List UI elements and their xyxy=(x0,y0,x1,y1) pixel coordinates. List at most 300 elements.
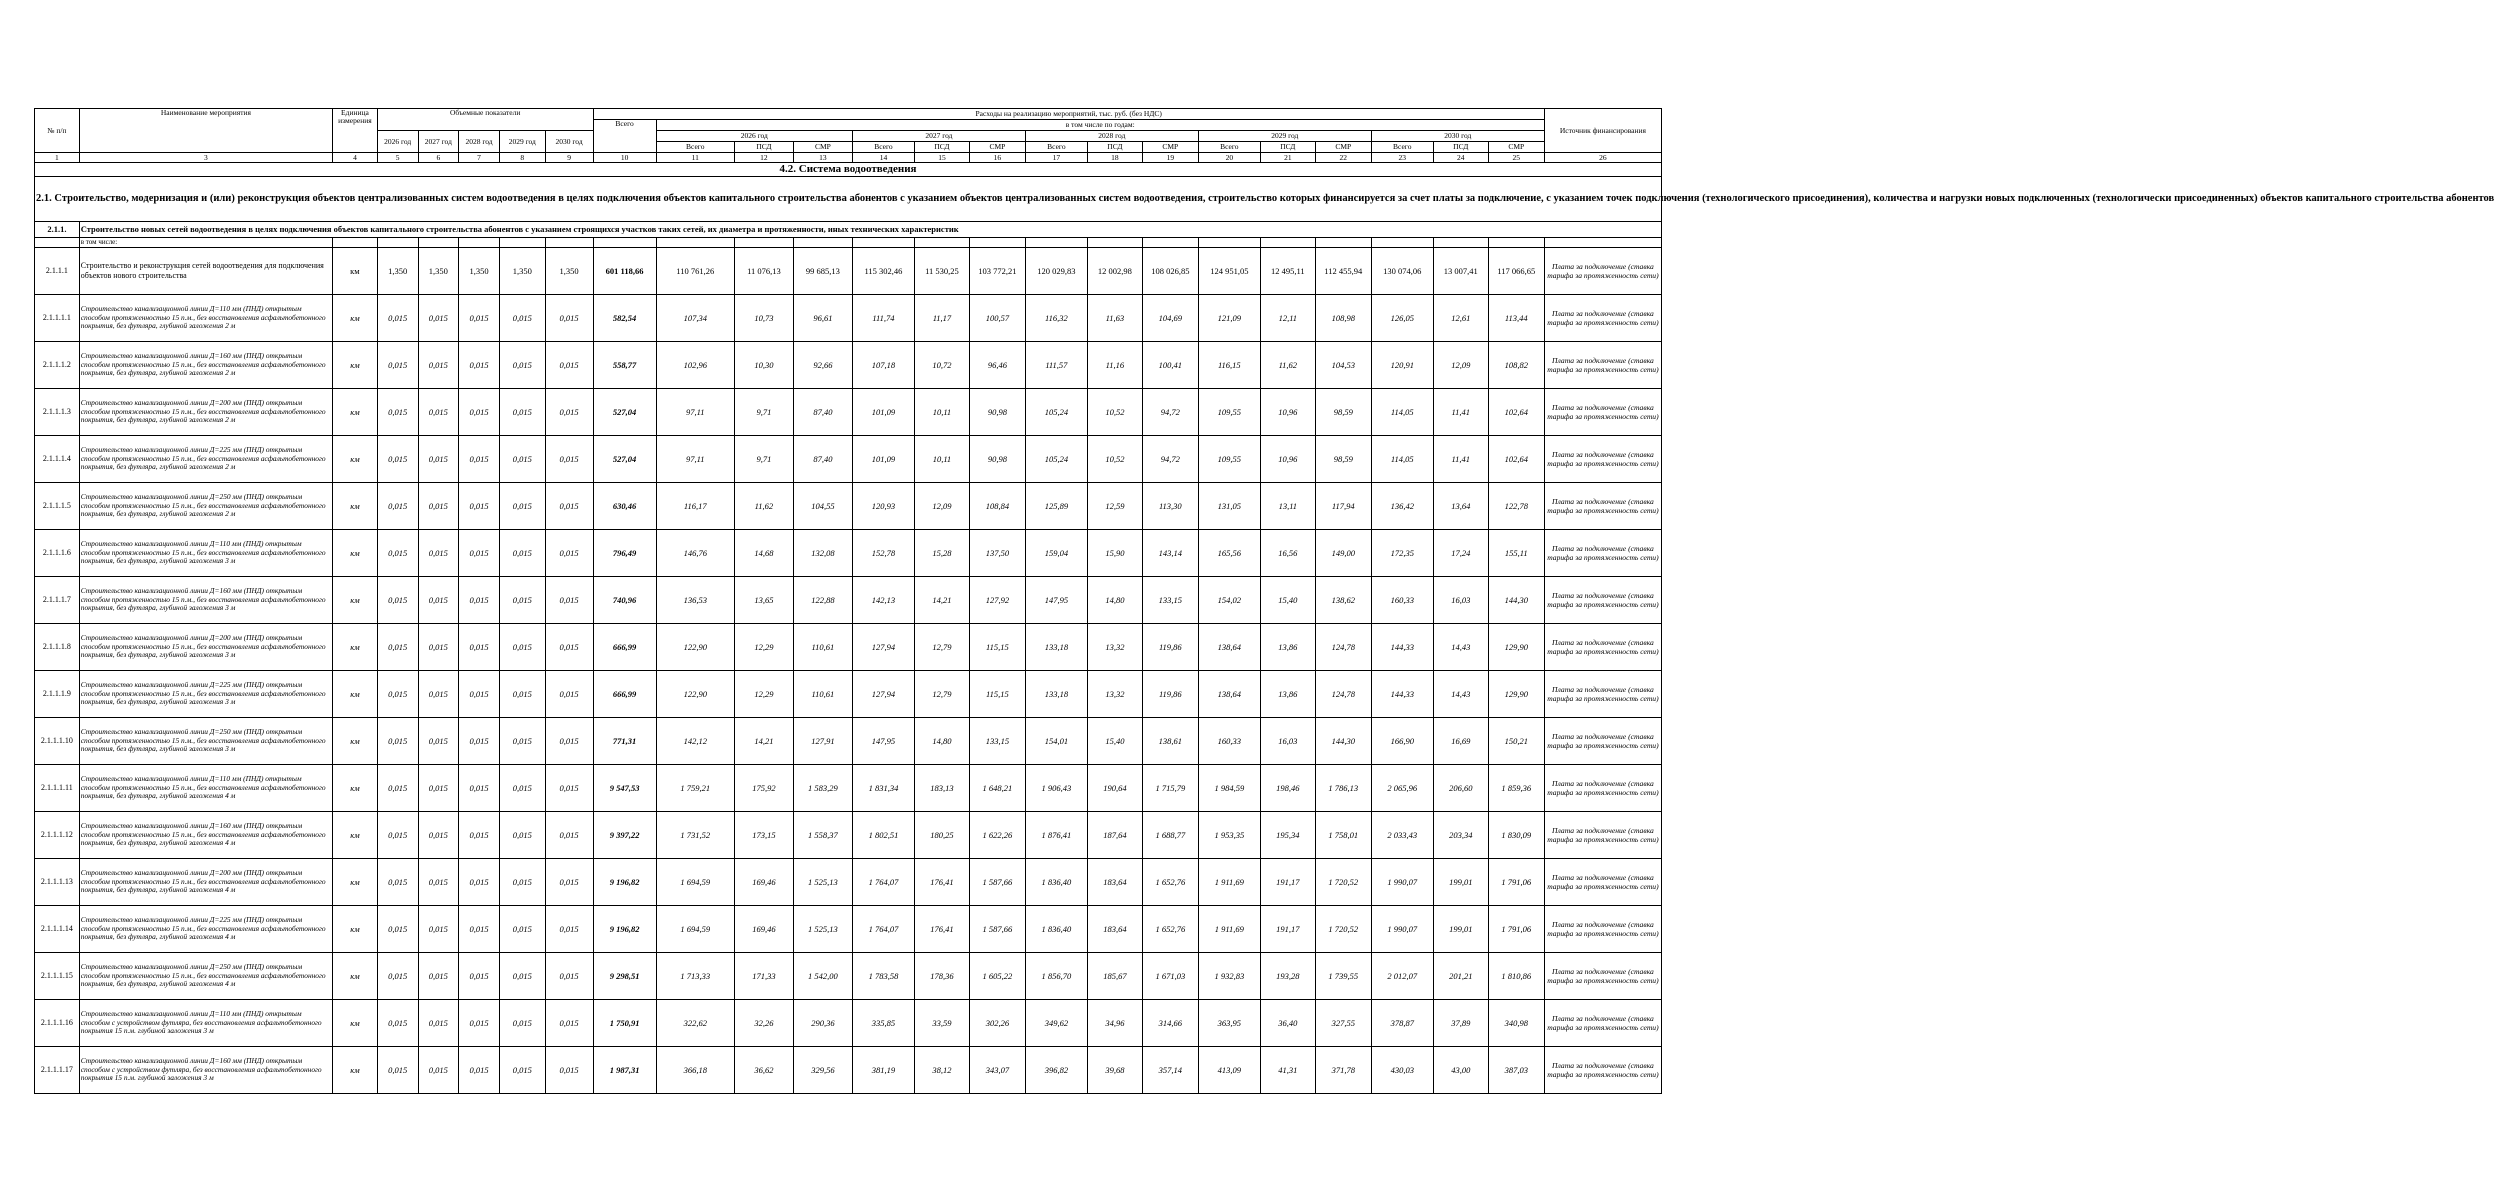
row-code: 2.1.1.1.5 xyxy=(35,483,80,530)
row-name: Строительство канализационной линии Д=110 мм (ПНД) открытым способом протяженностью 15 п.м., без восстановления асфальтобетонного покрытия, без футляра, глубиной заложения 3 м xyxy=(79,530,332,577)
row-cost-value: 87,40 xyxy=(793,436,852,483)
row-unit: км xyxy=(333,530,378,577)
row-total: 527,04 xyxy=(593,436,656,483)
row-cost-value: 1 648,21 xyxy=(969,765,1025,812)
row-volume: 0,015 xyxy=(459,953,500,1000)
row-cost-value: 120 029,83 xyxy=(1025,248,1087,295)
row-cost-value: 173,15 xyxy=(734,812,793,859)
group-title: Строительство новых сетей водоотведения в целях подключения объектов капитального строительства абонентов с указанием строящихся участков таких сетей, их диаметра и протяженности, иных технических характеристик xyxy=(79,222,1661,238)
row-volume: 0,015 xyxy=(459,436,500,483)
row-cost-value: 2 012,07 xyxy=(1371,953,1433,1000)
row-volume: 0,015 xyxy=(377,436,418,483)
row-cost-value: 13 007,41 xyxy=(1433,248,1488,295)
header-cost-sub: ПСД xyxy=(1260,142,1315,153)
row-cost-value: 102,96 xyxy=(656,342,734,389)
row-cost-value: 15,40 xyxy=(1260,577,1315,624)
row-volume: 0,015 xyxy=(377,765,418,812)
row-cost-value: 1 715,79 xyxy=(1142,765,1198,812)
column-number: 4 xyxy=(333,153,378,163)
row-cost-value: 1 622,26 xyxy=(969,812,1025,859)
row-cost-value: 150,21 xyxy=(1488,718,1544,765)
row-source: Плата за подключение (ставка тарифа за протяженность сети) xyxy=(1544,624,1661,671)
row-volume: 0,015 xyxy=(499,718,545,765)
row-cost-value: 1 758,01 xyxy=(1315,812,1371,859)
row-cost-value: 201,21 xyxy=(1433,953,1488,1000)
column-number: 23 xyxy=(1371,153,1433,163)
row-cost-value: 349,62 xyxy=(1025,1000,1087,1047)
row-volume: 0,015 xyxy=(459,906,500,953)
empty-cell xyxy=(969,238,1025,248)
row-volume: 0,015 xyxy=(418,718,459,765)
row-cost-value: 14,68 xyxy=(734,530,793,577)
row-total: 9 196,82 xyxy=(593,906,656,953)
column-number: 14 xyxy=(852,153,914,163)
row-cost-value: 10,96 xyxy=(1260,436,1315,483)
table-row xyxy=(35,718,1662,765)
row-cost-value: 1 836,40 xyxy=(1025,859,1087,906)
empty-cell xyxy=(793,238,852,248)
column-number: 8 xyxy=(499,153,545,163)
row-cost-value: 14,21 xyxy=(734,718,793,765)
row-cost-value: 1 605,22 xyxy=(969,953,1025,1000)
row-cost-value: 13,64 xyxy=(1433,483,1488,530)
row-cost-value: 16,03 xyxy=(1433,577,1488,624)
row-cost-value: 1 759,21 xyxy=(656,765,734,812)
row-unit: км xyxy=(333,624,378,671)
row-cost-value: 1 764,07 xyxy=(852,906,914,953)
row-cost-value: 115,15 xyxy=(969,624,1025,671)
header-cost-sub: ПСД xyxy=(734,142,793,153)
row-name: Строительство канализационной линии Д=200 мм (ПНД) открытым способом протяженностью 15 п.м., без восстановления асфальтобетонного покрытия, без футляра, глубиной заложения 4 м xyxy=(79,859,332,906)
header-cost-year: 2026 год xyxy=(656,131,852,142)
row-volume: 0,015 xyxy=(459,765,500,812)
row-unit: км xyxy=(333,1000,378,1047)
row-cost-value: 110,61 xyxy=(793,671,852,718)
empty-cell xyxy=(1142,238,1198,248)
empty-cell xyxy=(1488,238,1544,248)
row-volume: 0,015 xyxy=(377,718,418,765)
row-cost-value: 314,66 xyxy=(1142,1000,1198,1047)
row-volume: 0,015 xyxy=(545,530,593,577)
row-cost-value: 17,24 xyxy=(1433,530,1488,577)
row-cost-value: 159,04 xyxy=(1025,530,1087,577)
row-volume: 0,015 xyxy=(377,1000,418,1047)
header-volume: Объемные показатели xyxy=(377,109,593,131)
column-number: 18 xyxy=(1087,153,1142,163)
row-cost-value: 430,03 xyxy=(1371,1047,1433,1094)
row-source: Плата за подключение (ставка тарифа за протяженность сети) xyxy=(1544,389,1661,436)
row-volume: 0,015 xyxy=(459,671,500,718)
row-cost-value: 1 713,33 xyxy=(656,953,734,1000)
row-code: 2.1.1.1.2 xyxy=(35,342,80,389)
header-cost-year: 2030 год xyxy=(1371,131,1544,142)
row-cost-value: 290,36 xyxy=(793,1000,852,1047)
row-cost-value: 199,01 xyxy=(1433,859,1488,906)
row-cost-value: 12,79 xyxy=(914,624,969,671)
row-cost-value: 122,90 xyxy=(656,624,734,671)
header-source: Источник финансирования xyxy=(1544,109,1661,153)
row-volume: 0,015 xyxy=(545,389,593,436)
row-cost-value: 127,92 xyxy=(969,577,1025,624)
empty-cell xyxy=(35,238,80,248)
row-cost-value: 130 074,06 xyxy=(1371,248,1433,295)
column-number: 26 xyxy=(1544,153,1661,163)
row-volume: 1,350 xyxy=(418,248,459,295)
row-cost-value: 127,94 xyxy=(852,624,914,671)
row-cost-value: 154,01 xyxy=(1025,718,1087,765)
empty-cell xyxy=(1260,238,1315,248)
empty-cell xyxy=(1315,238,1371,248)
row-volume: 0,015 xyxy=(545,342,593,389)
row-cost-value: 10,52 xyxy=(1087,436,1142,483)
table-row xyxy=(35,906,1662,953)
row-volume: 0,015 xyxy=(377,483,418,530)
header-cost-sub: Всего xyxy=(1198,142,1260,153)
row-volume: 1,350 xyxy=(377,248,418,295)
row-cost-value: 155,11 xyxy=(1488,530,1544,577)
row-cost-value: 105,24 xyxy=(1025,436,1087,483)
document-sheet xyxy=(34,108,2494,1094)
row-cost-value: 1 688,77 xyxy=(1142,812,1198,859)
row-unit: км xyxy=(333,859,378,906)
row-cost-value: 100,57 xyxy=(969,295,1025,342)
row-cost-value: 1 764,07 xyxy=(852,859,914,906)
row-code: 2.1.1.1.13 xyxy=(35,859,80,906)
empty-cell xyxy=(1544,238,1661,248)
row-source: Плата за подключение (ставка тарифа за протяженность сети) xyxy=(1544,436,1661,483)
row-cost-value: 357,14 xyxy=(1142,1047,1198,1094)
row-total: 9 397,22 xyxy=(593,812,656,859)
row-cost-value: 396,82 xyxy=(1025,1047,1087,1094)
row-total: 601 118,66 xyxy=(593,248,656,295)
row-cost-value: 169,46 xyxy=(734,906,793,953)
row-cost-value: 1 786,13 xyxy=(1315,765,1371,812)
row-cost-value: 138,64 xyxy=(1198,671,1260,718)
row-volume: 0,015 xyxy=(459,530,500,577)
row-cost-value: 116,17 xyxy=(656,483,734,530)
row-cost-value: 11,62 xyxy=(734,483,793,530)
header-cost-sub: СМР xyxy=(1315,142,1371,153)
row-cost-value: 90,98 xyxy=(969,436,1025,483)
row-source: Плата за подключение (ставка тарифа за протяженность сети) xyxy=(1544,1000,1661,1047)
row-cost-value: 1 791,06 xyxy=(1488,906,1544,953)
row-volume: 0,015 xyxy=(418,1000,459,1047)
row-cost-value: 1 859,36 xyxy=(1488,765,1544,812)
row-cost-value: 322,62 xyxy=(656,1000,734,1047)
row-cost-value: 187,64 xyxy=(1087,812,1142,859)
row-code: 2.1.1.1.15 xyxy=(35,953,80,1000)
row-cost-value: 1 911,69 xyxy=(1198,859,1260,906)
empty-cell xyxy=(459,238,500,248)
row-cost-value: 9,71 xyxy=(734,389,793,436)
column-number: 6 xyxy=(418,153,459,163)
row-source: Плата за подключение (ставка тарифа за протяженность сети) xyxy=(1544,1047,1661,1094)
row-cost-value: 116,15 xyxy=(1198,342,1260,389)
row-unit: км xyxy=(333,389,378,436)
empty-cell xyxy=(734,238,793,248)
empty-cell xyxy=(1433,238,1488,248)
row-name: Строительство канализационной линии Д=250 мм (ПНД) открытым способом протяженностью 15 п.м., без восстановления асфальтобетонного покрытия, без футляра, глубиной заложения 4 м xyxy=(79,953,332,1000)
row-source: Плата за подключение (ставка тарифа за протяженность сети) xyxy=(1544,248,1661,295)
row-cost-value: 32,26 xyxy=(734,1000,793,1047)
header-cost-sub: СМР xyxy=(969,142,1025,153)
header-cost-sub: СМР xyxy=(1142,142,1198,153)
row-cost-value: 114,05 xyxy=(1371,436,1433,483)
row-volume: 0,015 xyxy=(418,342,459,389)
row-cost-value: 1 876,41 xyxy=(1025,812,1087,859)
row-source: Плата за подключение (ставка тарифа за протяженность сети) xyxy=(1544,812,1661,859)
row-cost-value: 183,64 xyxy=(1087,859,1142,906)
row-volume: 1,350 xyxy=(545,248,593,295)
row-cost-value: 119,86 xyxy=(1142,671,1198,718)
row-unit: км xyxy=(333,906,378,953)
empty-cell xyxy=(377,238,418,248)
row-cost-value: 137,50 xyxy=(969,530,1025,577)
row-cost-value: 1 810,86 xyxy=(1488,953,1544,1000)
row-volume: 0,015 xyxy=(377,671,418,718)
row-cost-value: 340,98 xyxy=(1488,1000,1544,1047)
column-number: 20 xyxy=(1198,153,1260,163)
row-cost-value: 113,30 xyxy=(1142,483,1198,530)
header-cost-sub: Всего xyxy=(852,142,914,153)
row-cost-value: 113,44 xyxy=(1488,295,1544,342)
row-cost-value: 12 495,11 xyxy=(1260,248,1315,295)
row-name: Строительство канализационной линии Д=110 мм (ПНД) открытым способом с устройством футляра, без восстановления асфальтобетонного покрытия 15 п.м. глубиной заложения 3 м xyxy=(79,1000,332,1047)
row-volume: 0,015 xyxy=(459,812,500,859)
row-cost-value: 381,19 xyxy=(852,1047,914,1094)
row-cost-value: 122,88 xyxy=(793,577,852,624)
row-volume: 0,015 xyxy=(499,389,545,436)
row-cost-value: 1 652,76 xyxy=(1142,906,1198,953)
row-cost-value: 9,71 xyxy=(734,436,793,483)
row-cost-value: 1 990,07 xyxy=(1371,906,1433,953)
row-volume: 0,015 xyxy=(377,859,418,906)
row-cost-value: 104,69 xyxy=(1142,295,1198,342)
row-cost-value: 94,72 xyxy=(1142,436,1198,483)
row-volume: 0,015 xyxy=(499,436,545,483)
row-volume: 0,015 xyxy=(377,1047,418,1094)
row-cost-value: 1 831,34 xyxy=(852,765,914,812)
row-cost-value: 133,15 xyxy=(1142,577,1198,624)
row-cost-value: 1 906,43 xyxy=(1025,765,1087,812)
row-cost-value: 178,36 xyxy=(914,953,969,1000)
row-cost-value: 195,34 xyxy=(1260,812,1315,859)
row-cost-value: 103 772,21 xyxy=(969,248,1025,295)
header-volume-year: 2027 год xyxy=(418,131,459,153)
row-cost-value: 1 911,69 xyxy=(1198,906,1260,953)
row-unit: км xyxy=(333,718,378,765)
empty-cell xyxy=(852,238,914,248)
row-cost-value: 199,01 xyxy=(1433,906,1488,953)
row-source: Плата за подключение (ставка тарифа за протяженность сети) xyxy=(1544,906,1661,953)
row-cost-value: 1 739,55 xyxy=(1315,953,1371,1000)
row-source: Плата за подключение (ставка тарифа за протяженность сети) xyxy=(1544,483,1661,530)
row-total: 771,31 xyxy=(593,718,656,765)
row-volume: 0,015 xyxy=(459,295,500,342)
empty-cell xyxy=(914,238,969,248)
row-cost-value: 36,40 xyxy=(1260,1000,1315,1047)
row-volume: 0,015 xyxy=(545,1000,593,1047)
row-volume: 0,015 xyxy=(499,577,545,624)
row-volume: 0,015 xyxy=(459,1047,500,1094)
row-cost-value: 147,95 xyxy=(1025,577,1087,624)
row-volume: 0,015 xyxy=(499,671,545,718)
row-cost-value: 115,15 xyxy=(969,671,1025,718)
row-cost-value: 96,61 xyxy=(793,295,852,342)
row-cost-value: 1 587,66 xyxy=(969,906,1025,953)
row-code: 2.1.1.1.8 xyxy=(35,624,80,671)
row-cost-value: 13,32 xyxy=(1087,671,1142,718)
row-cost-value: 144,33 xyxy=(1371,624,1433,671)
row-volume: 0,015 xyxy=(418,812,459,859)
row-cost-value: 154,02 xyxy=(1198,577,1260,624)
header-volume-year: 2030 год xyxy=(545,131,593,153)
table-row xyxy=(35,483,1662,530)
row-code: 2.1.1.1 xyxy=(35,248,80,295)
row-source: Плата за подключение (ставка тарифа за протяженность сети) xyxy=(1544,577,1661,624)
row-volume: 0,015 xyxy=(377,624,418,671)
table-row xyxy=(35,389,1662,436)
row-cost-value: 172,35 xyxy=(1371,530,1433,577)
header-cost-sub: ПСД xyxy=(1087,142,1142,153)
row-cost-value: 124,78 xyxy=(1315,671,1371,718)
row-cost-value: 138,61 xyxy=(1142,718,1198,765)
row-total: 740,96 xyxy=(593,577,656,624)
row-cost-value: 120,93 xyxy=(852,483,914,530)
row-total: 9 298,51 xyxy=(593,953,656,1000)
row-volume: 0,015 xyxy=(418,483,459,530)
column-number: 13 xyxy=(793,153,852,163)
row-volume: 0,015 xyxy=(418,765,459,812)
row-cost-value: 107,18 xyxy=(852,342,914,389)
row-volume: 0,015 xyxy=(377,389,418,436)
row-cost-value: 94,72 xyxy=(1142,389,1198,436)
row-cost-value: 119,86 xyxy=(1142,624,1198,671)
column-number: 15 xyxy=(914,153,969,163)
row-cost-value: 87,40 xyxy=(793,389,852,436)
row-volume: 0,015 xyxy=(499,530,545,577)
row-cost-value: 1 953,35 xyxy=(1198,812,1260,859)
row-cost-value: 14,43 xyxy=(1433,671,1488,718)
row-cost-value: 108 026,85 xyxy=(1142,248,1198,295)
row-cost-value: 1 587,66 xyxy=(969,859,1025,906)
row-cost-value: 175,92 xyxy=(734,765,793,812)
row-cost-value: 98,59 xyxy=(1315,436,1371,483)
row-name: Строительство канализационной линии Д=110 мм (ПНД) открытым способом протяженностью 15 п.м., без восстановления асфальтобетонного покрытия, без футляра, глубиной заложения 2 м xyxy=(79,295,332,342)
row-volume: 0,015 xyxy=(377,530,418,577)
group-code: 2.1.1. xyxy=(35,222,80,238)
row-cost-value: 11,41 xyxy=(1433,389,1488,436)
row-cost-value: 1 830,09 xyxy=(1488,812,1544,859)
row-cost-value: 198,46 xyxy=(1260,765,1315,812)
row-cost-value: 12,79 xyxy=(914,671,969,718)
row-cost-value: 193,28 xyxy=(1260,953,1315,1000)
subsection-title: 2.1. Строительство, модернизация и (или) реконструкция объектов централизованных систем водоотведения в целях подключения объектов капитального строительства абонентов с указанием объектов централизованных систем водоотведения, строительство которых финансируется за счет платы за подключение, с указанием точек подключения (технологического присоединения), количества и нагрузки новых подключенных (технологически присоединенных) объектов капитального строительства абонентов xyxy=(35,177,1662,222)
row-cost-value: 133,15 xyxy=(969,718,1025,765)
row-cost-value: 41,31 xyxy=(1260,1047,1315,1094)
row-cost-value: 10,11 xyxy=(914,389,969,436)
row-cost-value: 117,94 xyxy=(1315,483,1371,530)
row-volume: 0,015 xyxy=(499,906,545,953)
row-cost-value: 191,17 xyxy=(1260,859,1315,906)
header-costs: Расходы на реализацию мероприятий, тыс. руб. (без НДС) xyxy=(593,109,1544,120)
row-volume: 0,015 xyxy=(499,859,545,906)
row-code: 2.1.1.1.9 xyxy=(35,671,80,718)
row-cost-value: 171,33 xyxy=(734,953,793,1000)
row-cost-value: 110 761,26 xyxy=(656,248,734,295)
row-cost-value: 101,09 xyxy=(852,436,914,483)
row-cost-value: 144,33 xyxy=(1371,671,1433,718)
row-volume: 0,015 xyxy=(499,765,545,812)
row-volume: 0,015 xyxy=(459,718,500,765)
row-cost-value: 16,03 xyxy=(1260,718,1315,765)
row-cost-value: 111,57 xyxy=(1025,342,1087,389)
row-cost-value: 371,78 xyxy=(1315,1047,1371,1094)
row-cost-value: 11,17 xyxy=(914,295,969,342)
row-cost-value: 142,12 xyxy=(656,718,734,765)
row-cost-value: 206,60 xyxy=(1433,765,1488,812)
row-cost-value: 13,86 xyxy=(1260,671,1315,718)
row-cost-value: 413,09 xyxy=(1198,1047,1260,1094)
row-cost-value: 185,67 xyxy=(1087,953,1142,1000)
row-volume: 0,015 xyxy=(377,953,418,1000)
row-cost-value: 343,07 xyxy=(969,1047,1025,1094)
row-volume: 0,015 xyxy=(499,1047,545,1094)
row-cost-value: 1 791,06 xyxy=(1488,859,1544,906)
row-source: Плата за подключение (ставка тарифа за протяженность сети) xyxy=(1544,718,1661,765)
row-cost-value: 133,18 xyxy=(1025,671,1087,718)
row-source: Плата за подключение (ставка тарифа за протяженность сети) xyxy=(1544,671,1661,718)
column-number: 24 xyxy=(1433,153,1488,163)
row-volume: 0,015 xyxy=(459,1000,500,1047)
row-code: 2.1.1.1.1 xyxy=(35,295,80,342)
row-volume: 0,015 xyxy=(545,812,593,859)
row-cost-value: 12,59 xyxy=(1087,483,1142,530)
row-cost-value: 104,53 xyxy=(1315,342,1371,389)
row-cost-value: 1 990,07 xyxy=(1371,859,1433,906)
column-number: 10 xyxy=(593,153,656,163)
row-volume: 0,015 xyxy=(545,483,593,530)
row-code: 2.1.1.1.12 xyxy=(35,812,80,859)
row-cost-value: 1 542,00 xyxy=(793,953,852,1000)
row-cost-value: 169,46 xyxy=(734,859,793,906)
row-cost-value: 102,64 xyxy=(1488,436,1544,483)
row-name: Строительство канализационной линии Д=160 мм (ПНД) открытым способом с устройством футляра, без восстановления асфальтобетонного покрытия 15 п.м. глубиной заложения 3 м xyxy=(79,1047,332,1094)
row-volume: 0,015 xyxy=(418,859,459,906)
row-cost-value: 1 694,59 xyxy=(656,906,734,953)
header-name: Наименование мероприятия xyxy=(79,109,332,153)
row-cost-value: 12,11 xyxy=(1260,295,1315,342)
row-unit: км xyxy=(333,342,378,389)
row-cost-value: 12,09 xyxy=(1433,342,1488,389)
row-volume: 0,015 xyxy=(377,295,418,342)
row-volume: 0,015 xyxy=(545,859,593,906)
row-cost-value: 144,30 xyxy=(1315,718,1371,765)
row-cost-value: 183,64 xyxy=(1087,906,1142,953)
table-row xyxy=(35,812,1662,859)
investment-program-table xyxy=(34,108,2494,1094)
row-cost-value: 1 694,59 xyxy=(656,859,734,906)
row-volume: 0,015 xyxy=(418,436,459,483)
row-name: Строительство канализационной линии Д=200 мм (ПНД) открытым способом протяженностью 15 п.м., без восстановления асфальтобетонного покрытия, без футляра, глубиной заложения 3 м xyxy=(79,624,332,671)
header-volume-year: 2028 год xyxy=(459,131,500,153)
row-cost-value: 191,17 xyxy=(1260,906,1315,953)
row-cost-value: 112 455,94 xyxy=(1315,248,1371,295)
row-volume: 0,015 xyxy=(418,577,459,624)
column-number: 3 xyxy=(79,153,332,163)
row-cost-value: 302,26 xyxy=(969,1000,1025,1047)
row-cost-value: 1 984,59 xyxy=(1198,765,1260,812)
